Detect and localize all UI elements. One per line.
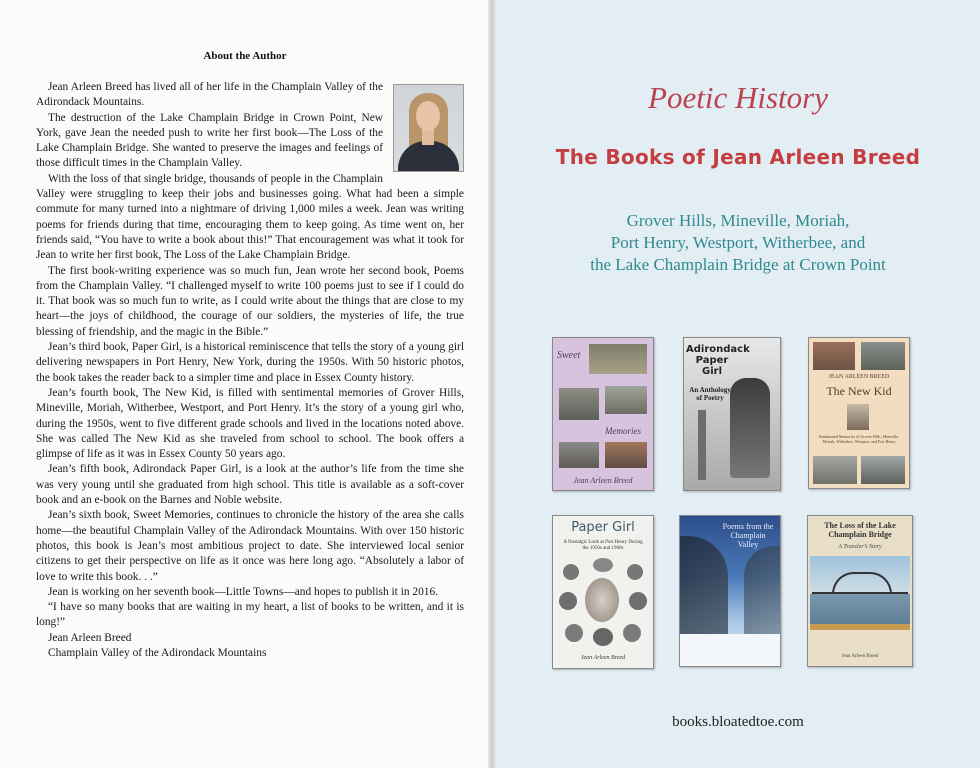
monument-image: [698, 410, 706, 480]
book-title: Memories: [605, 426, 641, 436]
book-cover-sweet-memories: [552, 337, 654, 491]
photo-image: [813, 342, 855, 370]
snow-ground: [680, 634, 780, 666]
book-subtitle: A Nostalgic Look at Port Henry During the 1950s and 1960s: [563, 540, 643, 551]
photo-image: [629, 592, 647, 610]
girl-figure: [730, 378, 770, 478]
places-line: Port Henry, Westport, Witherbee, and: [610, 233, 866, 252]
author-photo: [393, 84, 464, 172]
photo-image: [813, 456, 857, 484]
page-fold: [488, 0, 496, 768]
photo-image: [559, 388, 599, 420]
photo-image: [589, 344, 647, 374]
places-line: Grover Hills, Mineville, Moriah,: [626, 211, 850, 230]
signature-name: Jean Arleen Breed: [48, 631, 132, 644]
photo-image: [593, 628, 613, 646]
book-blurb: Sentimental Memories of Grover Hills, Mineville, Moriah, Witherbee, Westport, and Port Henry: [818, 434, 900, 444]
brochure-subtitle: The Books of Jean Arleen Breed: [555, 145, 921, 169]
places-list: [496, 210, 980, 276]
photo-image: [861, 342, 905, 370]
tree-image: [744, 546, 780, 646]
book-title: Adirondack Paper Girl: [686, 344, 750, 377]
book-cover-paper-girl: [552, 515, 654, 669]
photo-image: [605, 386, 647, 414]
signature-location: Champlain Valley of the Adirondack Mountains: [48, 646, 267, 659]
places-line: the Lake Champlain Bridge at Crown Point: [590, 255, 886, 274]
photo-image: [563, 564, 579, 580]
book-author: JEAN ARLEEN BREED: [828, 374, 890, 380]
paragraph: Jean’s fourth book, The New Kid, is filled with sentimental memories of Grover Hills, Mineville, Moriah, Witherbee, Westport, and Port Henry. It’s the story of a young girl who, during the 1950s, went to five different grade schools and lived in the locations noted above. She was called The New Kid as she traveled from school to school. The book offers a glimpse of life as it was in Essex County 50 years ago.: [36, 386, 464, 461]
book-cover-adirondack-paper-girl: [683, 337, 781, 491]
paragraph: The first book-writing experience was so much fun, Jean wrote her second book, Poems from the Champlain Valley. “I challenged myself to write 100 poems just to see if I could do it. That book was so much fun to write, as I could write about the things that are close to my heart—the joys of childhood, the courage of our soldiers, the mysteries of life, the true blessing of friendship, and the magic in the Bible.”: [36, 264, 464, 338]
bridge-arch: [832, 572, 892, 594]
paragraph: Jean’s sixth book, Sweet Memories, continues to chronicle the history of the area she calls home—the beautiful Champlain Valley of the Adirondack Mountains. With over 150 historic photos, this book is Jean’s most ambitious project to date. She interviewed local senior citizens to get their perspective on life as it once was here long ago. “Absolutely a labor of love to write this book. . .”: [36, 509, 464, 583]
book-title: Poems from the Champlain Valley: [722, 522, 774, 549]
book-author: Jean Arleen Breed: [573, 476, 633, 485]
book-title: The Loss of the Lake Champlain Bridge: [824, 521, 896, 539]
photo-image: [565, 624, 583, 642]
paragraph: Jean is working on her seventh book—Little Towns—and hopes to publish it in 2016.: [48, 585, 439, 598]
book-title: The New Kid: [826, 384, 892, 398]
book-cover-the-loss: [807, 515, 913, 667]
paragraph: “I have so many books that are waiting in my heart, a list of books to be written, and it is long!”: [36, 601, 464, 629]
book-subtitle: An Anthology of Poetry: [689, 386, 731, 402]
about-heading: About the Author: [203, 50, 287, 62]
book-cover-poems: [679, 515, 781, 667]
book-author: Jean Arleen Breed: [841, 654, 879, 659]
paragraph: The destruction of the Lake Champlain Bridge in Crown Point, New York, gave Jean the needed push to write her first book—The Loss of the Lake Champlain Bridge. She wanted to preserve the images and feelings of those difficult times in the Champlain Valley.: [36, 111, 383, 170]
photo-image: [623, 624, 641, 642]
photo-image: [861, 456, 905, 484]
tree-image: [680, 536, 728, 646]
book-title: Sweet: [557, 350, 581, 361]
about-body: [36, 80, 464, 661]
website-url[interactable]: books.bloatedtoe.com: [672, 714, 804, 730]
paragraph: Jean’s fifth book, Adirondack Paper Girl, is a look at the author’s life from the time she was very young until she graduated from high school. This title is available as a soft-cover book and an e-book on the Barnes and Noble website.: [36, 463, 464, 507]
paragraph: Jean’s third book, Paper Girl, is a historical reminiscence that tells the story of a young girl delivering newspapers in Port Henry, New York, during the 1950s. With 50 historic photos, the book takes the reader back to a simpler time and place in Essex County history.: [36, 341, 464, 384]
book-subtitle: A Traveler’s Story: [838, 544, 882, 550]
girl-portrait: [585, 578, 619, 622]
child-photo: [847, 404, 869, 430]
photo-image: [559, 592, 577, 610]
paragraph: With the loss of that single bridge, thousands of people in the Champlain Valley were struggling to keep their jobs and businesses going. What had been a simple commute for many turned into a nightmare of driving 1,000 miles a week. Jean was writing poems for friends during that time, encouraging them to keep going. As time went on, her friends said, “You have to write a book about this!” That encouragement was what it took for Jean to write her first book, The Loss of the Lake Champlain Bridge.: [36, 172, 464, 262]
photo-image: [627, 564, 643, 580]
photo-image: [559, 442, 599, 468]
photo-image: [593, 558, 613, 572]
bridge-deck: [812, 592, 908, 594]
cover-band: [810, 624, 910, 630]
photo-image: [605, 442, 647, 468]
brochure-title: Poetic History: [648, 80, 828, 115]
book-cover-the-new-kid: [808, 337, 910, 489]
paragraph: Jean Arleen Breed has lived all of her life in the Champlain Valley of the Adirondack Mountains.: [36, 81, 383, 109]
book-author: Jean Arleen Breed: [580, 655, 626, 661]
book-title: Paper Girl: [571, 520, 635, 535]
